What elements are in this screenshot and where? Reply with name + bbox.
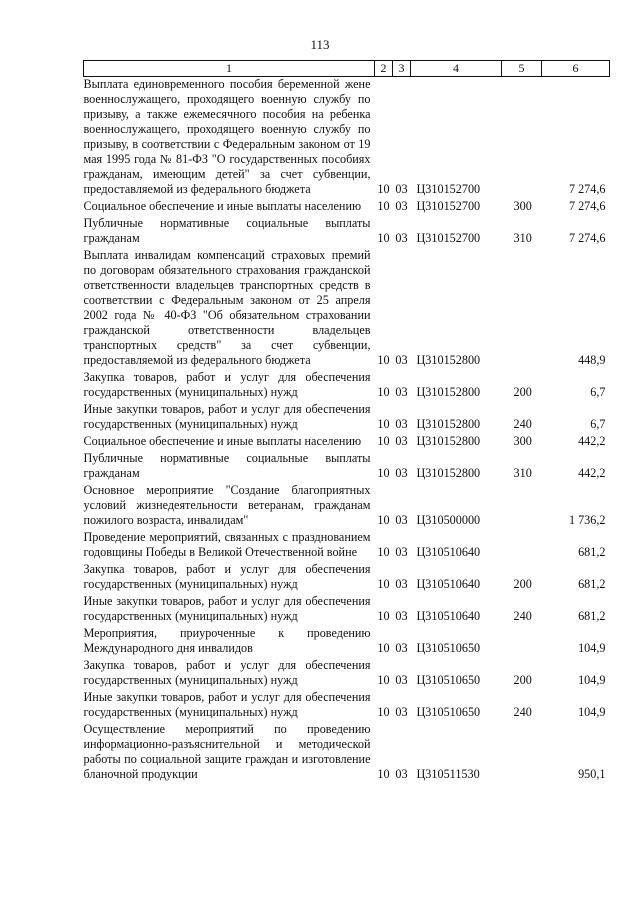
table-row bbox=[84, 77, 610, 198]
section-code: 10 bbox=[377, 545, 390, 559]
target-article-code: Ц310152700 bbox=[416, 231, 481, 245]
item-name: Иные закупки товаров, работ и услуг для обеспечения государственных (муниципальных) нужд bbox=[83, 690, 371, 719]
table-row bbox=[84, 690, 610, 720]
target-article-code: Ц310152800 bbox=[416, 466, 481, 480]
expense-type-code: 200 bbox=[513, 673, 532, 687]
table-row bbox=[84, 216, 610, 246]
expense-type-code bbox=[502, 77, 542, 198]
target-article-code: Ц310152800 bbox=[416, 417, 481, 431]
section-code: 10 bbox=[377, 705, 390, 719]
item-name: Выплата инвалидам компенсаций страховых премий по договорам обязательного страхования гражданской ответственности владельцев транспортных средств в соответствии с Федеральным законом от 25 апреля 2002 года № 40-ФЗ "Об обязательном страховании гражданской ответственности владельцев транспортных средств" за счет субвенции, предоставляемой из федерального бюджета bbox=[83, 248, 371, 367]
expense-type-code: 200 bbox=[513, 385, 532, 399]
expense-type-code: 300 bbox=[513, 199, 532, 213]
item-name: Основное мероприятие "Создание благоприятных условий жизнедеятельности ветеранам, гражданам пожилого возраста, инвалидам" bbox=[83, 483, 371, 527]
target-article-code: Ц310510640 bbox=[416, 577, 481, 591]
subsection-code: 03 bbox=[395, 641, 408, 655]
expense-type-code: 310 bbox=[513, 231, 532, 245]
section-code: 10 bbox=[377, 641, 390, 655]
amount: 6,7 bbox=[590, 417, 606, 431]
table-row bbox=[84, 658, 610, 688]
subsection-code: 03 bbox=[395, 199, 408, 213]
subsection-code: 03 bbox=[395, 767, 408, 781]
target-article-code: Ц310510650 bbox=[416, 673, 481, 687]
target-article-code: Ц310500000 bbox=[416, 513, 481, 527]
subsection-code: 03 bbox=[395, 231, 408, 245]
amount: 950,1 bbox=[578, 767, 606, 781]
amount: 681,2 bbox=[578, 609, 606, 623]
section-code: 10 bbox=[377, 767, 390, 781]
item-name: Публичные нормативные социальные выплаты гражданам bbox=[83, 451, 371, 480]
subsection-code: 03 bbox=[395, 434, 408, 448]
item-name: Иные закупки товаров, работ и услуг для обеспечения государственных (муниципальных) нужд bbox=[83, 594, 371, 623]
item-name: Проведение мероприятий, связанных с празднованием годовщины Победы в Великой Отечественной войне bbox=[83, 530, 371, 559]
table-body bbox=[84, 77, 610, 783]
item-name: Социальное обеспечение и иные выплаты населению bbox=[83, 434, 362, 448]
item-name: Мероприятия, приуроченные к проведению Международного дня инвалидов bbox=[83, 626, 371, 655]
column-header-3: 3 bbox=[393, 61, 411, 77]
amount: 7 274,6 bbox=[568, 231, 606, 245]
column-header-6: 6 bbox=[542, 61, 610, 77]
table-header-row bbox=[84, 61, 610, 77]
section-code: 10 bbox=[377, 513, 390, 527]
expense-type-code bbox=[502, 248, 542, 368]
section-code: 10 bbox=[377, 417, 390, 431]
target-article-code: Ц310152800 bbox=[416, 385, 481, 399]
item-name: Выплата единовременного пособия беременной жене военнослужащего, проходящего военную службу по призыву, а также ежемесячного пособия на ребенка военнослужащего, проходящего военную службу по призыву, в соответствии с Федеральным законом от 19 мая 1995 года № 81-ФЗ "О государственных пособиях гражданам, имеющим детей" за счет субвенции, предоставляемой из федерального бюджета bbox=[83, 77, 371, 196]
table-row bbox=[84, 451, 610, 481]
amount: 6,7 bbox=[590, 385, 606, 399]
expense-type-code: 310 bbox=[513, 466, 532, 480]
item-name: Закупка товаров, работ и услуг для обеспечения государственных (муниципальных) нужд bbox=[83, 370, 371, 399]
subsection-code: 03 bbox=[395, 673, 408, 687]
expense-type-code: 200 bbox=[513, 577, 532, 591]
budget-table bbox=[83, 60, 610, 782]
expense-type-code: 240 bbox=[513, 705, 532, 719]
table-row bbox=[84, 434, 610, 449]
amount: 681,2 bbox=[578, 545, 606, 559]
column-header-4: 4 bbox=[411, 61, 502, 77]
target-article-code: Ц310510640 bbox=[416, 609, 481, 623]
table-row bbox=[84, 483, 610, 528]
expense-type-code bbox=[502, 626, 542, 656]
table-row bbox=[84, 370, 610, 400]
section-code: 10 bbox=[377, 231, 390, 245]
table-row bbox=[84, 248, 610, 368]
item-name: Социальное обеспечение и иные выплаты населению bbox=[83, 199, 362, 213]
subsection-code: 03 bbox=[395, 705, 408, 719]
item-name: Закупка товаров, работ и услуг для обеспечения государственных (муниципальных) нужд bbox=[83, 658, 371, 687]
subsection-code: 03 bbox=[395, 545, 408, 559]
item-name: Закупка товаров, работ и услуг для обеспечения государственных (муниципальных) нужд bbox=[83, 562, 371, 591]
expense-type-code bbox=[502, 483, 542, 528]
subsection-code: 03 bbox=[395, 417, 408, 431]
amount: 442,2 bbox=[578, 466, 606, 480]
expense-type-code bbox=[502, 722, 542, 782]
amount: 7 274,6 bbox=[568, 199, 606, 213]
column-header-5: 5 bbox=[502, 61, 542, 77]
target-article-code: Ц310511530 bbox=[416, 767, 480, 781]
item-name: Публичные нормативные социальные выплаты гражданам bbox=[83, 216, 371, 245]
target-article-code: Ц310510640 bbox=[416, 545, 481, 559]
section-code: 10 bbox=[377, 199, 390, 213]
item-name: Иные закупки товаров, работ и услуг для обеспечения государственных (муниципальных) нужд bbox=[83, 402, 371, 431]
table-row bbox=[84, 626, 610, 656]
expense-type-code bbox=[502, 530, 542, 560]
table-row bbox=[84, 199, 610, 214]
target-article-code: Ц310510650 bbox=[416, 705, 481, 719]
section-code: 10 bbox=[377, 673, 390, 687]
column-header-1: 1 bbox=[84, 61, 375, 77]
amount: 448,9 bbox=[578, 353, 606, 367]
amount: 104,9 bbox=[578, 673, 606, 687]
amount: 681,2 bbox=[578, 577, 606, 591]
section-code: 10 bbox=[377, 434, 390, 448]
column-header-2: 2 bbox=[375, 61, 393, 77]
table-row bbox=[84, 722, 610, 782]
subsection-code: 03 bbox=[395, 513, 408, 527]
target-article-code: Ц310510650 bbox=[416, 641, 481, 655]
subsection-code: 03 bbox=[395, 466, 408, 480]
target-article-code: Ц310152800 bbox=[416, 434, 481, 448]
subsection-code: 03 bbox=[395, 353, 408, 367]
amount: 7 274,6 bbox=[568, 182, 606, 196]
subsection-code: 03 bbox=[395, 577, 408, 591]
table-row bbox=[84, 402, 610, 432]
table-row bbox=[84, 594, 610, 624]
table-row bbox=[84, 562, 610, 592]
table-row bbox=[84, 530, 610, 560]
subsection-code: 03 bbox=[395, 609, 408, 623]
page-number: 113 bbox=[310, 37, 330, 52]
section-code: 10 bbox=[377, 609, 390, 623]
target-article-code: Ц310152700 bbox=[416, 199, 481, 213]
section-code: 10 bbox=[377, 182, 390, 196]
target-article-code: Ц310152700 bbox=[416, 182, 481, 196]
amount: 104,9 bbox=[578, 705, 606, 719]
amount: 1 736,2 bbox=[568, 513, 606, 527]
amount: 104,9 bbox=[578, 641, 606, 655]
subsection-code: 03 bbox=[395, 182, 408, 196]
item-name: Осуществление мероприятий по проведению информационно-разъяснительной и методической работы по социальной защите граждан и изготовление бланочной продукции bbox=[83, 722, 371, 781]
expense-type-code: 300 bbox=[513, 434, 532, 448]
section-code: 10 bbox=[377, 466, 390, 480]
expense-type-code: 240 bbox=[513, 609, 532, 623]
section-code: 10 bbox=[377, 385, 390, 399]
subsection-code: 03 bbox=[395, 385, 408, 399]
amount: 442,2 bbox=[578, 434, 606, 448]
target-article-code: Ц310152800 bbox=[416, 353, 481, 367]
section-code: 10 bbox=[377, 353, 390, 367]
expense-type-code: 240 bbox=[513, 417, 532, 431]
section-code: 10 bbox=[377, 577, 390, 591]
